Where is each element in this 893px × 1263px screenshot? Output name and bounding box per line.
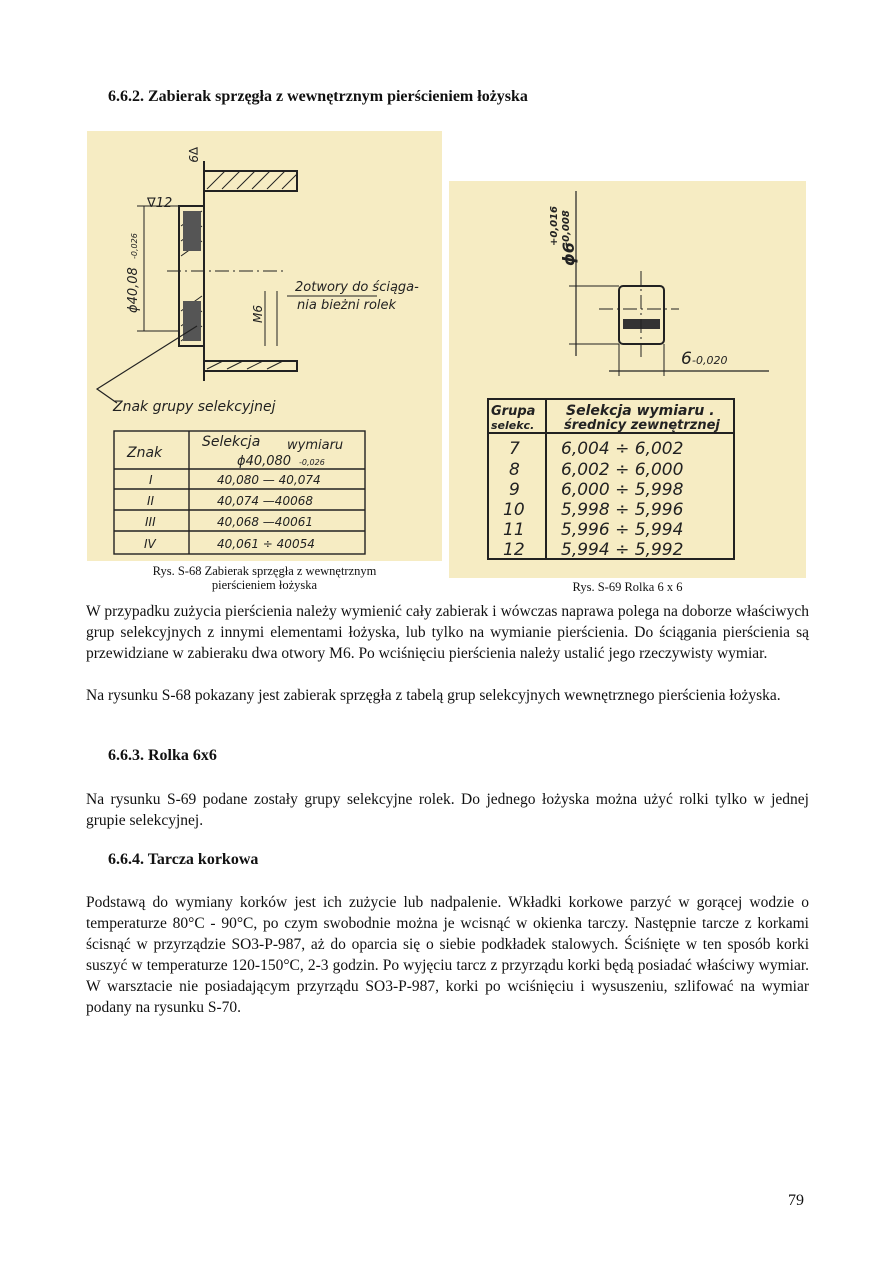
dim-width-tolerance: -0,020 <box>692 354 728 367</box>
figure-s69 <box>449 181 806 578</box>
table-row-group: 7 <box>509 439 520 459</box>
table-row-group: 11 <box>503 520 525 540</box>
caption-s69: Rys. S-69 Rolka 6 x 6 <box>572 580 683 594</box>
dim-width-label: 6 <box>681 349 692 369</box>
thread-label: M6 <box>251 305 265 323</box>
paragraph-1: W przypadku zużycia pierścienia należy wymienić cały zabierak i wówczas naprawa polega na doborze właściwych grup selekcyjnych z innymi elementami łożyska, lub tylko na wymianie pierścienia. Do ściągania pierścienia są przewidziane w zabieraku dwa otwory M6. Po wciśnięciu pierścienia należy ustalić jego rzeczywisty wymiar. <box>86 603 809 662</box>
sign-label: Znak grupy selekcyjnej <box>113 399 276 415</box>
table-row-range: 6,004 ÷ 6,002 <box>561 439 684 459</box>
section-heading-6-6-3: 6.6.3. Rolka 6x6 <box>108 747 217 764</box>
table-header-selection: Selekcja wymiaru . <box>566 403 715 419</box>
table-row-sign: I <box>149 473 153 487</box>
caption-s68-line2: pierścieniem łożyska <box>211 578 318 592</box>
table-row-range: 5,994 ÷ 5,992 <box>561 540 684 560</box>
caption-s68 <box>87 564 442 592</box>
table-row-range: 40,080 — 40,074 <box>217 473 321 487</box>
table-row-range: 40,068 —40061 <box>217 515 313 529</box>
table-row-sign: IV <box>144 537 156 551</box>
table-row-sign: II <box>147 494 155 508</box>
ring-dark-lower <box>183 301 201 341</box>
dim-tol-upper: +0,016 <box>549 205 560 246</box>
table-header-selection: Selekcja <box>202 434 261 450</box>
table-row-group: 10 <box>503 500 525 520</box>
section-heading-6-6-2: 6.6.2. Zabierak sprzęgła z wewnętrznym pierścieniem łożyska <box>108 88 528 105</box>
paragraph-2: Na rysunku S-68 pokazany jest zabierak sprzęgła z tabelą grup selekcyjnych wewnętrznego pierścienia łożyska. <box>86 687 781 704</box>
table-row-sign: III <box>145 515 156 529</box>
figure-s69-drawing <box>449 181 806 578</box>
table-row-range: 5,996 ÷ 5,994 <box>561 520 684 540</box>
table-row-range: 6,002 ÷ 6,000 <box>561 460 684 480</box>
table-header-outer-diameter: średnicy zewnętrznej <box>564 418 720 433</box>
dim-diameter-label: ϕ6 <box>559 242 578 266</box>
surface-mark-top: ∇9 <box>186 147 200 163</box>
surface-mark-left: ∇12 <box>147 196 173 211</box>
table-header-sign: Znak <box>127 445 163 461</box>
table-row-group: 9 <box>509 480 520 500</box>
leader-line <box>97 326 197 403</box>
table-header-dimension: wymiaru <box>287 438 344 453</box>
table-row-group: 8 <box>509 460 520 480</box>
table-header-group: Grupa <box>491 404 536 419</box>
dim-diameter-label: ϕ40,08 <box>126 267 141 313</box>
table-row-group: 12 <box>503 540 525 560</box>
table-row-range: 5,998 ÷ 5,996 <box>561 500 684 520</box>
note-line-2: nia bieżni rolek <box>297 298 397 313</box>
page-number: 79 <box>788 1192 804 1209</box>
note-line-1: 2otwory do ściąga- <box>295 280 419 295</box>
figure-s68 <box>87 131 442 561</box>
dim-diameter-tolerance: -0,026 <box>130 233 139 259</box>
table-row-range: 6,000 ÷ 5,998 <box>561 480 684 500</box>
ring-dark <box>183 211 201 251</box>
section-heading-6-6-4: 6.6.4. Tarcza korkowa <box>108 851 259 868</box>
table-header-diameter: ϕ40,080 <box>237 454 292 469</box>
table-row-range: 40,074 —40068 <box>217 494 313 508</box>
paragraph-4: Podstawą do wymiany korków jest ich zużycie lub nadpalenie. Wkładki korkowe parzyć w gorącej wodzie o temperaturze 80°C - 90°C, po czym swobodnie można je wcisnąć w okienka tarczy. Następnie tarcze z korkami ścisnąć w przyrządzie SO3-P-987, aż do oparcia się o siebie podkładek stalowych. Ściśnięte w ten sposób korki suszyć w temperaturze 120-150°C, 2-3 godzin. Po wyjęciu tarcz z przyrządu korki będą posiadać właściwy wymiar. W warsztacie nie posiadającym przyrządu SO3-P-987, korki po wciśnięciu i wysuszeniu, szlifować na wymiar podany na rysunku S-70. <box>86 894 809 1016</box>
table-header-diameter-tol: -0,026 <box>299 458 325 467</box>
table-row-range: 40,061 ÷ 40054 <box>217 537 315 551</box>
figure-s68-drawing <box>87 131 442 561</box>
paragraph-3: Na rysunku S-69 podane zostały grupy selekcyjne rolek. Do jednego łożyska można użyć rolki tylko w jednej grupie selekcyjnej. <box>86 791 809 829</box>
table-header-group-line2: selekc. <box>491 419 535 432</box>
dim-tol-lower: -0,008 <box>561 210 572 246</box>
caption-s68-line1: Rys. S-68 Zabierak sprzęgła z wewnętrznym <box>152 564 377 578</box>
